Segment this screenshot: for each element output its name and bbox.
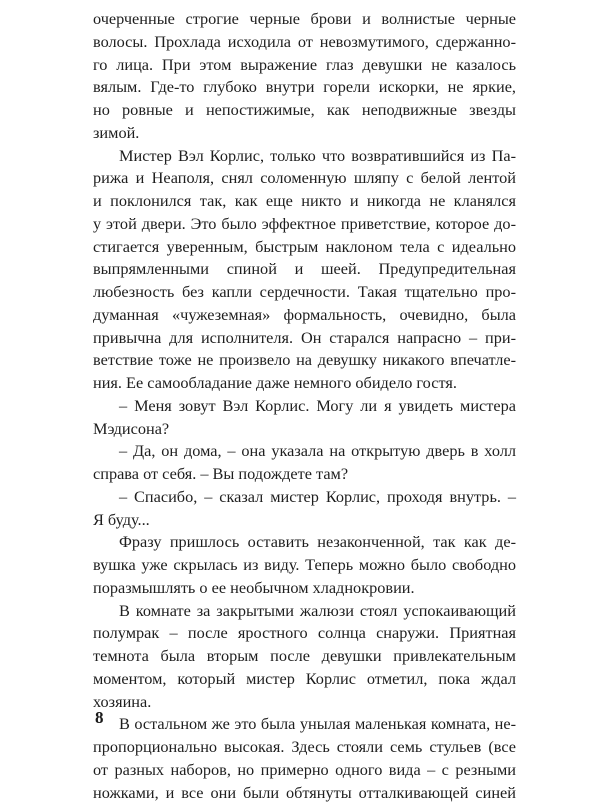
text-line: го лица. При этом выражение глаз девушки не казалось <box>93 54 516 77</box>
dialogue-line: – Спасибо, – сказал мистер Корлис, проходя внутрь. – <box>93 486 516 509</box>
dialogue-line: – Да, он дома, – она указала на открытую дверь в холл <box>93 440 516 463</box>
text-line: вялым. Где-то глубоко внутри горели искорки, не яркие, <box>93 76 516 99</box>
page-number: 8 <box>95 708 104 728</box>
text-line: пропорционально высокая. Здесь стояли семь стульев (все <box>93 736 516 759</box>
text-line: зимой. <box>93 122 516 145</box>
paragraph-first-line: В остальном же это была унылая маленькая комната, не- <box>93 713 516 736</box>
text-line: очерченные строгие черные брови и волнистые черные <box>93 8 516 31</box>
text-line: Я буду... <box>93 509 516 532</box>
text-line: ветствие тоже не произвело на девушку никакого впечатле- <box>93 349 516 372</box>
text-line: полумрак – после яростного солнца снаружи. Приятная <box>93 622 516 645</box>
text-line: хозяина. <box>93 691 516 714</box>
text-line: у этой двери. Это было эффектное приветствие, которое до- <box>93 213 516 236</box>
text-line: вушка уже скрылась из виду. Теперь можно было свободно <box>93 554 516 577</box>
text-line: волосы. Прохлада исходила от невозмутимого, сдержанно- <box>93 31 516 54</box>
text-line: темнота была вторым после девушки привлекательным <box>93 645 516 668</box>
text-line: рижа и Неаполя, снял соломенную шляпу с белой лентой <box>93 167 516 190</box>
text-line: от разных наборов, но примерно одного вида – с резными <box>93 759 516 782</box>
text-line: привычна для исполнителя. Он старался напрасно – при- <box>93 327 516 350</box>
text-line: и поклонился так, как еще никто и никогда не кланялся <box>93 190 516 213</box>
paragraph-first-line: Фразу пришлось оставить незаконченной, так как де- <box>93 531 516 554</box>
text-line: думанная «чужеземная» формальность, очевидно, была <box>93 304 516 327</box>
text-line: поразмышлять о ее необычном хладнокровии. <box>93 577 516 600</box>
text-line: выпрямленными спиной и шеей. Предупредительная <box>93 258 516 281</box>
dialogue-line: – Меня зовут Вэл Корлис. Могу ли я увидеть мистера <box>93 395 516 418</box>
text-line: справа от себя. – Вы подождете там? <box>93 463 516 486</box>
paragraph-first-line: Мистер Вэл Корлис, только что возвратившийся из Па- <box>93 145 516 168</box>
text-line: стигается уверенным, быстрым наклоном тела с идеально <box>93 236 516 259</box>
body-text <box>93 8 516 804</box>
paragraph-first-line: В комнате за закрытыми жалюзи стоял успокаивающий <box>93 600 516 623</box>
text-line: ния. Ее самообладание даже немного обидело гостя. <box>93 372 516 395</box>
text-line: но ровные и непостижимые, как неподвижные звезды <box>93 99 516 122</box>
text-line: ножками, и все они были обтянуты отталкивающей синей <box>93 782 516 804</box>
text-line: любезность без капли сердечности. Такая тщательно про- <box>93 281 516 304</box>
text-line: моментом, который мистер Корлис отметил, пока ждал <box>93 668 516 691</box>
text-line: Мэдисона? <box>93 418 516 441</box>
